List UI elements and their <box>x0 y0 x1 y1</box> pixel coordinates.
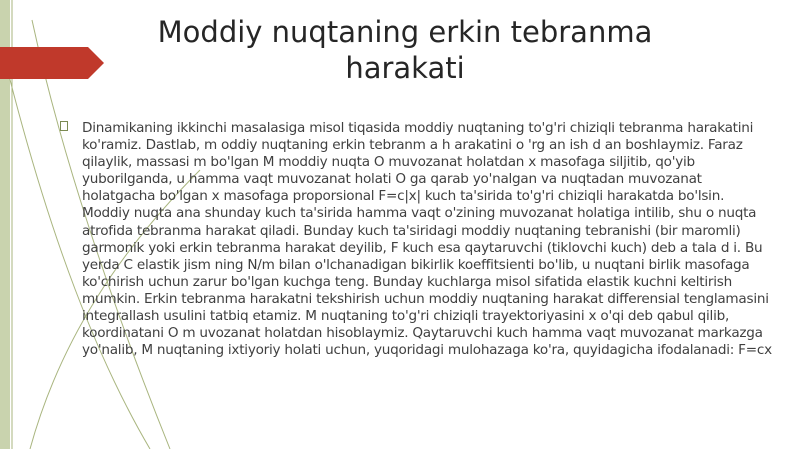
body-paragraph: Dinamikaning ikkinchi masalasiga misol tiqasida moddiy nuqtaning to'g'ri chiziqli tebranma harakatini ko'ramiz. Dastlab, m oddiy nuqtaning erkin tebranm a h arakatini o 'rg an ish d an boshlaymiz. Faraz qilaylik, massasi m bo'lgan M moddiy nuqta O muvozanat holatdan x masofaga siljitib, qo'yib yuborilganda, u hamma vaqt muvozanat holati O ga qarab yo'nalgan va nuqtadan muvozanat holatgacha bo'lgan x masofaga proporsional F=c|x| kuch ta'sirida to'g'ri chiziqli harakatda bo'lsin. Moddiy nuqta ana shunday kuch ta'sirida hamma vaqt o'zining muvozanat holatiga intilib, shu o nuqta atrofida tebranma harakat qiladi. Bunday kuch ta'siridagi moddiy nuqtaning tebranishi (bir maromli) garmonik yoki erkin tebranma harakat deyilib, F kuch esa qaytaruvchi (tiklovchi kuch) deb a tala d i. Bu yerda C elastik jism ning N/m bilan o'lchanadigan bikirlik koeffitsienti bo'lib, u nuqtani birlik masofaga ko'chirish uchun zarur bo'lgan kuchga teng. Bunday kuchlarga misol sifatida elastik kuchni keltirish mumkin. Erkin tebranma harakatni tekshirish uchun moddiy nuqtaning harakat differensial tenglamasini integrallash usulini tatbiq etamiz. M nuqtaning to'g'ri chiziqli trayektoriyasini x o'qi deb qabul qilib, koordinatani O m uvozanat holatdan hisoblaymiz. Qaytaruvchi kuch hamma vaqt muvozanat markazga yo'nalib, M nuqtaning ixtiyoriy holati uchun, yuqoridagi mulohazaga ko'ra, quyidagicha ifodalanadi: F=cx <box>82 120 772 359</box>
bullet-square-icon <box>60 121 68 131</box>
content-block <box>60 120 772 359</box>
slide-title: Moddiy nuqtaning erkin tebranma harakati <box>157 15 653 85</box>
left-accent-band <box>0 0 10 449</box>
